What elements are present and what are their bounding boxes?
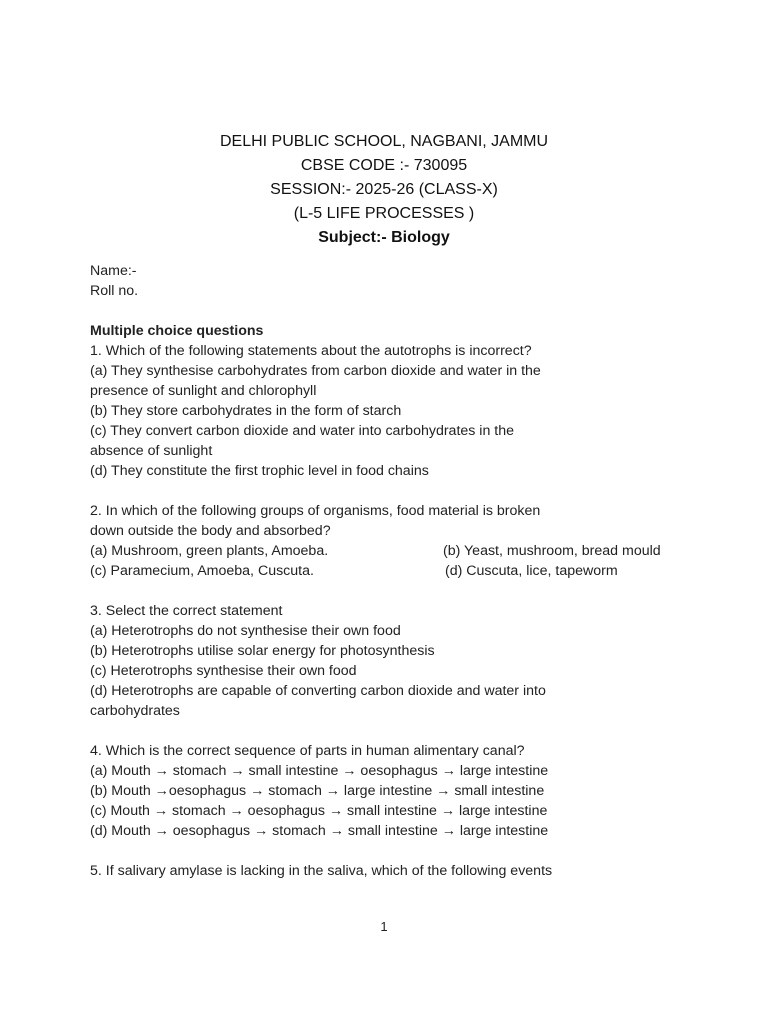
option-b: (b) They store carbohydrates in the form of starch <box>90 403 402 419</box>
option-b: (b) Mouth →oesophagus → stomach → large intestine → small intestine <box>90 783 545 799</box>
lesson-title: (L-5 LIFE PROCESSES ) <box>293 205 475 222</box>
question-2 <box>90 501 710 581</box>
option-d: (d) They constitute the first trophic level in food chains <box>90 463 429 479</box>
option-d: (d) Mouth → oesophagus → stomach → small intestine → large intestine <box>90 823 549 839</box>
option-d-continued: carbohydrates <box>90 703 180 719</box>
document-header <box>0 130 768 250</box>
question-3 <box>90 601 710 721</box>
school-name: DELHI PUBLIC SCHOOL, NAGBANI, JAMMU <box>219 133 549 150</box>
options-row-2 <box>90 561 710 581</box>
question-stem: 5. If salivary amylase is lacking in the saliva, which of the following events <box>90 863 553 879</box>
option-d: (d) Cuscuta, lice, tapeworm <box>445 563 618 579</box>
cbse-code: CBSE CODE :- 730095 <box>300 157 468 174</box>
question-stem: 3. Select the correct statement <box>90 603 283 619</box>
option-a: (a) They synthesise carbohydrates from carbon dioxide and water in the <box>90 363 541 379</box>
option-b: (b) Heterotrophs utilise solar energy for photosynthesis <box>90 643 435 659</box>
question-stem: 2. In which of the following groups of organisms, food material is broken <box>90 503 541 519</box>
question-4 <box>90 741 710 841</box>
options-row-1 <box>90 541 710 561</box>
option-a: (a) Mushroom, green plants, Amoeba. <box>90 543 329 559</box>
option-c: (c) Mouth → stomach → oesophagus → small intestine → large intestine <box>90 803 548 819</box>
page-number: 1 <box>380 919 388 934</box>
session-info: SESSION:- 2025-26 (CLASS-X) <box>270 181 498 198</box>
name-label: Name:- <box>90 263 137 279</box>
option-c: (c) Paramecium, Amoeba, Cuscuta. <box>90 563 314 579</box>
option-a: (a) Mouth → stomach → small intestine → oesophagus → large intestine <box>90 763 549 779</box>
question-paper-body <box>90 261 710 881</box>
subject-title: Subject:- Biology <box>318 229 450 246</box>
question-5 <box>90 861 710 881</box>
question-1 <box>90 341 710 481</box>
question-stem: 4. Which is the correct sequence of parts in human alimentary canal? <box>90 743 525 759</box>
option-c: (c) Heterotrophs synthesise their own food <box>90 663 357 679</box>
option-c: (c) They convert carbon dioxide and water into carbohydrates in the <box>90 423 515 439</box>
question-stem: 1. Which of the following statements about the autotrophs is incorrect? <box>90 343 532 359</box>
option-a-continued: presence of sunlight and chlorophyll <box>90 383 317 399</box>
option-d: (d) Heterotrophs are capable of converting carbon dioxide and water into <box>90 683 546 699</box>
roll-number-label: Roll no. <box>90 283 139 299</box>
option-b: (b) Yeast, mushroom, bread mould <box>443 543 661 559</box>
option-a: (a) Heterotrophs do not synthesise their own food <box>90 623 401 639</box>
question-stem-continued: down outside the body and absorbed? <box>90 523 331 539</box>
section-title: Multiple choice questions <box>90 323 264 339</box>
option-c-continued: absence of sunlight <box>90 443 213 459</box>
